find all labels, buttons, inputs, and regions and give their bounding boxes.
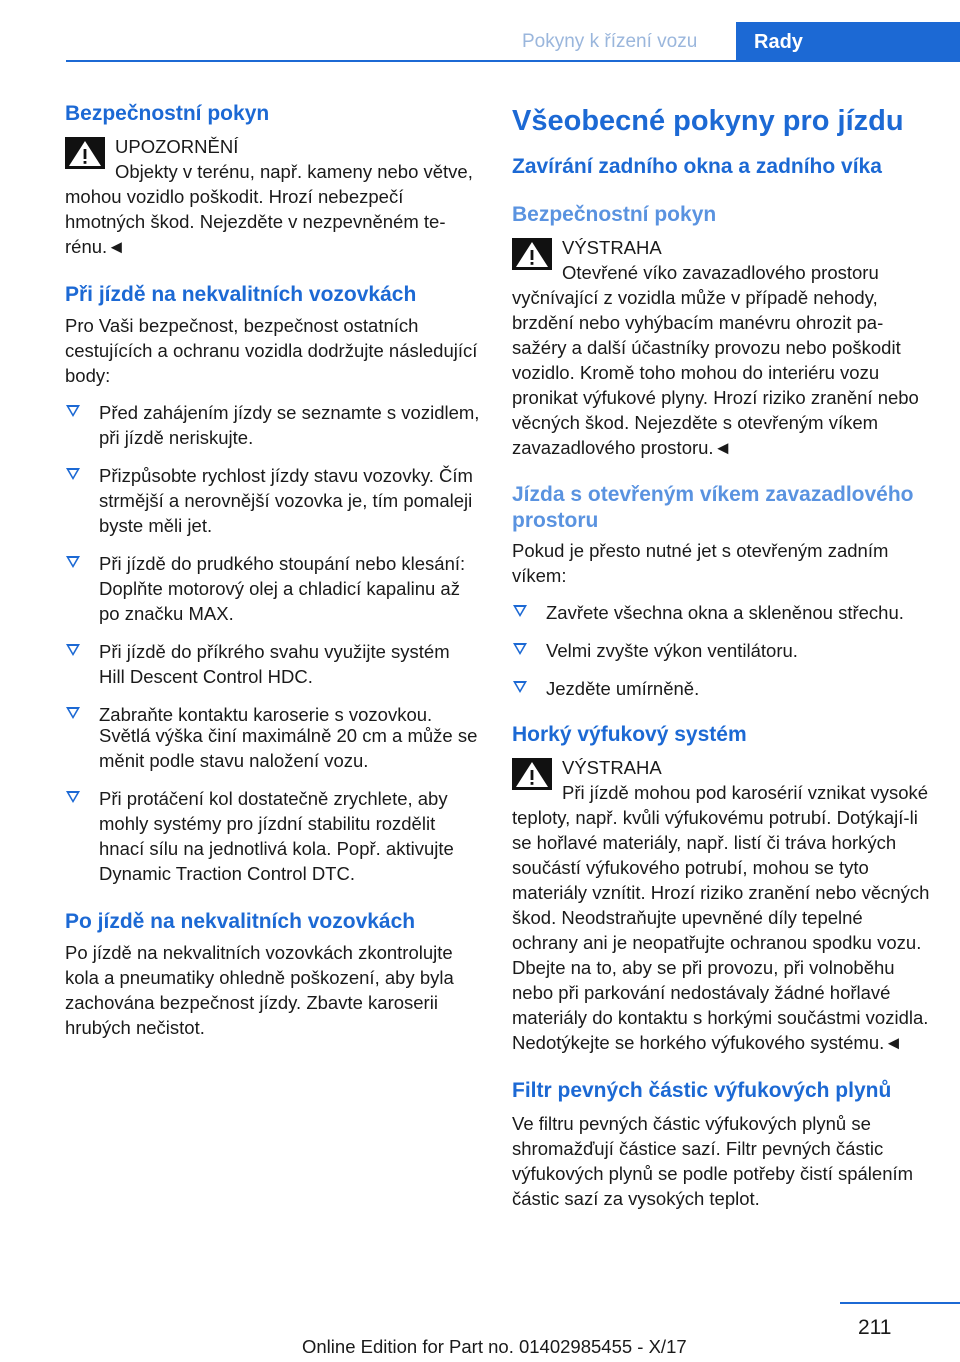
bullet-triangle-icon (66, 405, 80, 417)
bullet-triangle-icon (513, 605, 527, 617)
bullet-5-note: Světlá výška činí maximálně 20 cm a může se měnit podle stavu naložení vozu. (99, 725, 478, 771)
particle-filter-text: Ve filtru pevných částic výfukových plynů se shromažďují částice sazí. Filtr pevných částic výfukových plynů se podle potřeby čistí spálením částic sazí za vysokých teplot. (512, 1113, 914, 1209)
after-bad-roads-heading: Po jízdě na nekvalitních vozovkách (65, 910, 416, 933)
list-item: Zavřete všechna okna a skleněnou střechu. (512, 600, 930, 625)
footer-rule (840, 1302, 960, 1304)
warning-box-3 (512, 755, 930, 1055)
particle-filter-heading: Filtr pevných částic výfukových plynů (512, 1079, 892, 1102)
header-chapter-label: Rady (754, 31, 803, 53)
bullet-triangle-icon (513, 681, 527, 693)
warning-triangle-icon (65, 137, 105, 169)
warning-3-title: VÝSTRAHA (562, 757, 662, 778)
header-rule (66, 60, 960, 62)
safety-heading-right: Bezpečnostní pokyn (512, 203, 717, 226)
right-column (512, 100, 930, 1211)
left-column (65, 100, 480, 1040)
main-heading: Všeobecné pokyny pro jízdu (512, 105, 904, 137)
warning-1-text: Objekty v terénu, např. kameny nebo větve, mohou vozidlo poškodit. Hrozí nebezpečí hmotných škod. Nejezděte v nezpevněném terénu.◄ (65, 161, 473, 257)
bad-roads-list (65, 400, 480, 727)
warning-3-text: Při jízdě mohou pod karosérií vznikat vysoké teploty, např. kvůli výfukovému potrubí. Dotýkají-li se hořlavé materiály, např. listí či tráva horkých součástí výfukového potrubí, mohou se tyto materiály vznítit. Hrozí riziko zranění nebo věcných škod. Neodstraňujte upevněné díly tepelné ochrany ani je neopatřujte ochranou spodku vozu. Dbejte na to, aby se při provozu, při volnoběhu nebo při parkování nedostávaly žádné hořlavé materiály do kontaktu s horkými součástmi vozidla. Nedotýkejte se horkého výfukového systému.◄ (512, 782, 930, 1053)
hot-exhaust-heading: Horký výfukový systém (512, 723, 747, 746)
header-chapter-tab (736, 22, 960, 62)
bad-roads-intro: Pro Vaši bezpečnost, bezpečnost ostatních cestujících a ochranu vozidla dodržujte následující body: (65, 315, 478, 386)
warning-box-2 (512, 235, 930, 460)
bad-roads-list-cont (65, 786, 480, 886)
open-lid-heading: Jízda s otevřeným víkem zavazadlového prostoru (512, 483, 914, 532)
list-item: Při jízdě do prudkého stoupání nebo klesání: Doplňte motorový olej a chladicí kapalinu až po značku MAX. (65, 551, 480, 626)
list-item: Při protáčení kol dostatečně zrychlete, aby mohly systémy pro jízdní stabilitu rozdělit hnací sílu na jednotlivá kola. Popř. aktivujte Dynamic Traction Control DTC. (65, 786, 480, 886)
list-item: Přizpůsobte rychlost jízdy stavu vozovky. Čím strmější a nerovnější vozovka je, tím pomaleji byste měli jet. (65, 463, 480, 538)
list-item: Zabraňte kontaktu karoserie s vozovkou. (65, 702, 480, 727)
bullet-triangle-icon (66, 644, 80, 656)
open-lid-list (512, 600, 930, 701)
safety-heading-left: Bezpečnostní pokyn (65, 102, 270, 125)
rear-closing-heading: Zavírání zadního okna a zadního víka (512, 155, 882, 178)
warning-box-1 (65, 134, 480, 259)
warning-triangle-icon (512, 238, 552, 270)
warning-2-text: Otevřené víko zavazadlového prostoru vyčnívající z vozidla může v případě nehody, brzdění nebo vyhýbacím manévru ohrozit pasažéry a další účastníky provozu nebo poškodit vozidlo. Kromě toho mohou do interiéru vozu pronikat výfukové plyny. Hrozí riziko zranění nebo věcných škod. Nejezděte s otevřeným víkem zavazadlového prostoru.◄ (512, 262, 919, 458)
bad-roads-heading: Při jízdě na nekvalitních vozovkách (65, 283, 417, 306)
list-item: Jezděte umírněně. (512, 676, 930, 701)
bullet-triangle-icon (513, 643, 527, 655)
list-item: Velmi zvyšte výkon ventilátoru. (512, 638, 930, 663)
warning-1-title: UPOZORNĚNÍ (115, 136, 239, 157)
footer-edition: Online Edition for Part no. 01402985455 - X/17 (302, 1336, 687, 1357)
page-number: 211 (858, 1316, 892, 1339)
warning-2-title: VÝSTRAHA (562, 237, 662, 258)
open-lid-intro: Pokud je přesto nutné jet s otevřeným zadním víkem: (512, 540, 889, 586)
bullet-triangle-icon (66, 556, 80, 568)
after-bad-roads-text: Po jízdě na nekvalitních vozovkách zkontrolujte kola a pneumatiky ohledně poškození, aby byla zachována bezpečnost jízdy. Zbavte karoserii hrubých nečistot. (65, 942, 454, 1038)
bullet-triangle-icon (66, 707, 80, 719)
list-item: Při jízdě do příkrého svahu využijte systém Hill Descent Control HDC. (65, 639, 480, 689)
header-section-title: Pokyny k řízení vozu (522, 31, 698, 52)
bullet-triangle-icon (66, 791, 80, 803)
bullet-triangle-icon (66, 468, 80, 480)
list-item: Před zahájením jízdy se seznamte s vozidlem, při jízdě neriskujte. (65, 400, 480, 450)
warning-triangle-icon (512, 758, 552, 790)
